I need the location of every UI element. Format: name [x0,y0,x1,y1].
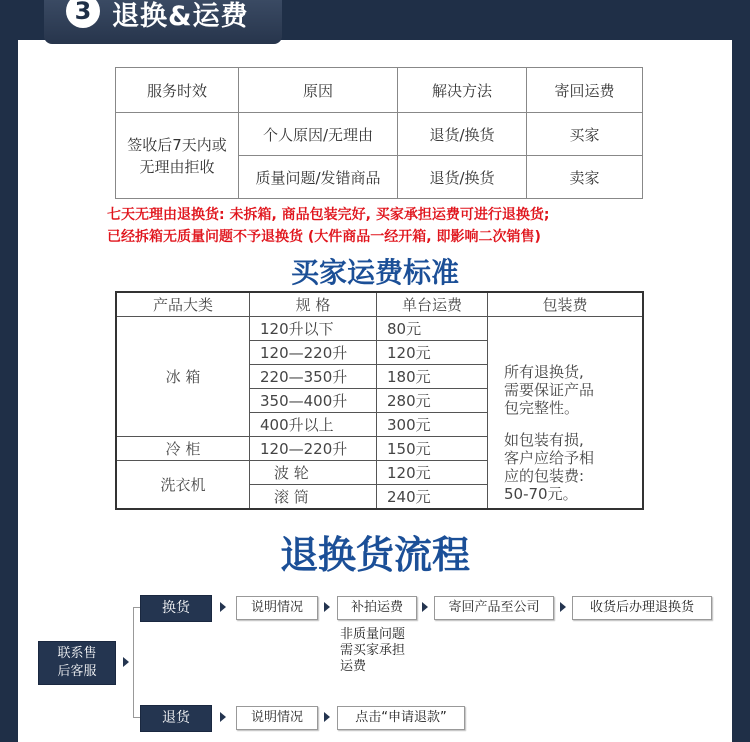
spec-cell: 120—220升 [250,341,377,365]
exchange-step-return: 寄回产品至公司 [434,596,554,620]
refund-step-apply: 点击“申请退款” [337,706,465,730]
refund-step-explain: 说明情况 [236,706,318,730]
contact-support-box [38,641,116,685]
spec-cell: 滚 筒 [250,485,377,510]
period-cell: 签收后7天内或无理由拒收 [116,113,239,199]
packaging-text: 50-70元。 [504,485,578,503]
header-freight: 单台运费 [377,292,488,317]
freight-table [115,291,644,510]
spec-cell: 350—400升 [250,389,377,413]
spec-cell: 400升以上 [250,413,377,437]
packaging-note [488,317,644,510]
freight-cell: 80元 [377,317,488,341]
exchange-box: 换货 [140,595,212,622]
packaging-text: 如包装有损, [504,431,584,449]
spec-cell: 120升以下 [250,317,377,341]
header-fee: 寄回运费 [527,68,643,113]
exchange-note [340,627,405,675]
category-washer: 洗衣机 [116,461,250,510]
arrow-icon [560,602,566,612]
exchange-note-text: 需买家承担 [340,643,406,658]
fee-cell: 卖家 [527,156,643,199]
arrow-icon [324,712,330,722]
exchange-note-text: 非质量问题 [340,627,406,642]
header-spec: 规 格 [250,292,377,317]
refund-box: 退货 [140,705,212,732]
header-category: 产品大类 [116,292,250,317]
packaging-gap [504,417,634,431]
freight-title: 买家运费标准 [290,256,459,289]
notice-line-2: 已经拆箱无质量问题不予退换货 (大件商品一经开箱, 即影响二次销售) [107,229,541,245]
category-freezer: 冷 柜 [116,437,250,461]
header-reason: 原因 [239,68,398,113]
section-banner [44,0,282,44]
packaging-text: 客户应给予相 [504,449,595,467]
method-cell: 退货/换货 [398,156,527,199]
freight-cell: 120元 [377,341,488,365]
section-number: 3 [66,0,100,28]
reason-cell: 个人原因/无理由 [239,113,398,156]
header-method: 解决方法 [398,68,527,113]
exchange-step-explain: 说明情况 [236,596,318,620]
freight-cell: 240元 [377,485,488,510]
exchange-step-pay-shipping: 补拍运费 [337,596,417,620]
category-fridge: 冰 箱 [116,317,250,437]
service-table [115,67,643,199]
section-title: 退换&运费 [112,1,249,32]
reason-cell: 质量问题/发错商品 [239,156,398,199]
packaging-text: 应的包装费: [504,467,585,485]
flow-title: 退换货流程 [279,533,470,577]
packaging-text: 所有退换货, [504,363,584,381]
flow-connector [133,607,134,718]
freight-cell: 150元 [377,437,488,461]
arrow-icon [220,712,226,722]
spec-cell: 220—350升 [250,365,377,389]
notice-line-1: 七天无理由退换货: 未拆箱, 商品包装完好, 买家承担运费可进行退换货; [107,207,550,223]
header-packaging: 包装费 [488,292,644,317]
arrow-icon [324,602,330,612]
method-cell: 退货/换货 [398,113,527,156]
contact-support-text: 后客服 [57,664,97,679]
spec-cell: 波 轮 [250,461,377,485]
contact-support-text: 联系售 [57,646,97,661]
packaging-text: 需要保证产品 [504,381,595,399]
header-period: 服务时效 [116,68,239,113]
exchange-note-text: 运费 [340,659,367,674]
exchange-step-process: 收货后办理退换货 [572,596,712,620]
arrow-icon [220,602,226,612]
packaging-text: 包完整性。 [504,399,580,417]
freight-cell: 300元 [377,413,488,437]
spec-cell: 120—220升 [250,437,377,461]
freight-cell: 280元 [377,389,488,413]
arrow-icon [422,602,428,612]
fee-cell: 买家 [527,113,643,156]
freight-cell: 120元 [377,461,488,485]
freight-cell: 180元 [377,365,488,389]
arrow-icon [123,657,129,667]
